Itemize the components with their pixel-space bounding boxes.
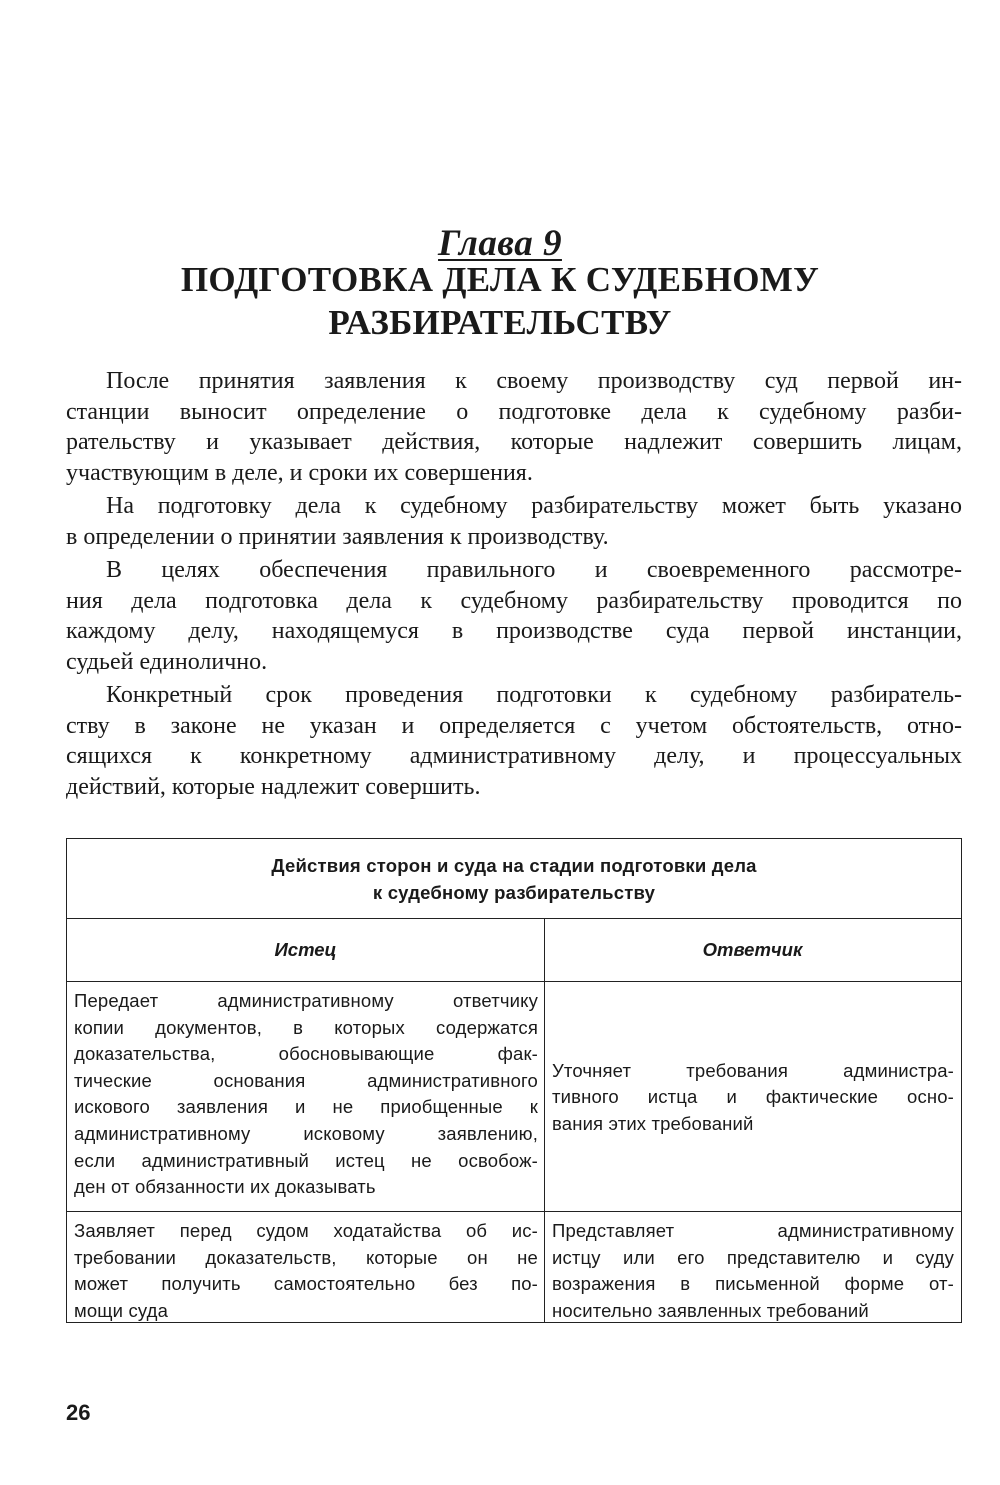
cell-line: Передает административному ответчику [74,990,538,1011]
defendant-cell [545,982,960,1211]
paragraph-line: сящихся к конкретному административному делу, и процессуальных [66,743,962,769]
paragraph-line: в определении о принятии заявления к производству. [66,523,609,550]
paragraph-2 [66,491,962,552]
chapter-title-line-1: ПОДГОТОВКА ДЕЛА К СУДЕБНОМУ [180,260,820,299]
cell-line: мощи суда [74,1299,169,1321]
header-defendant: Ответчик [702,939,803,960]
chapter-title-line-2: РАЗБИРАТЕЛЬСТВУ [328,303,672,342]
paragraph-line: На подготовку дела к судебному разбирательству может быть указано [106,493,962,519]
cell-line: Представляет административному [552,1220,954,1241]
table-caption-line-2: к судебному разбирательству [372,881,656,903]
cell-line: Уточняет требования администра- [552,1059,954,1081]
defendant-cell [545,1212,960,1322]
chapter-label: Глава 9 [438,223,562,264]
cell-line: ден от обязанности их доказывать [74,1176,376,1198]
table-header-row [67,919,961,982]
paragraph-line: участвующим в деле, и сроки их совершения. [66,459,533,486]
table-caption-line-1: Действия сторон и суда на стадии подготовки дела [271,854,757,876]
paragraph-line: ния дела подготовка дела к судебному разбирательству проводится по [66,587,962,614]
cell-line: требовании доказательств, которые он не [74,1246,538,1268]
paragraph-line: действий, которые надлежит совершить. [66,773,481,800]
cell-line: может получить самостоятельно без по- [74,1273,538,1295]
table-caption [67,839,961,919]
cell-line: искового заявления и не приобщенные к [74,1096,538,1118]
paragraph-line: В целях обеспечения правильного и своевременного рассмотре- [106,557,962,583]
table-row [67,1212,961,1322]
paragraph-4 [66,680,962,802]
cell-line: вания этих требований [552,1112,754,1134]
paragraph-line: рательству и указывает действия, которые надлежит совершить лицам, [66,429,962,455]
cell-line: если административный истец не освобож- [74,1149,538,1171]
paragraph-3 [66,555,962,677]
plaintiff-cell [67,1212,545,1322]
paragraph-1 [66,366,962,488]
cell-line: доказательства, обосновывающие фак- [74,1043,538,1065]
actions-table [66,838,962,1323]
paragraph-line: станции выносит определение о подготовке дела к судебному разби- [66,398,962,425]
cell-line: тивного истца и фактические осно- [552,1086,954,1108]
paragraph-line: Конкретный срок проведения подготовки к судебному разбиратель- [106,682,962,708]
plaintiff-cell [67,982,545,1211]
paragraph-line: судьей единолично. [66,648,268,675]
table-row [67,982,961,1212]
cell-line: Заявляет перед судом ходатайства об ис- [74,1220,538,1241]
cell-line: возражения в письменной форме от- [552,1273,954,1295]
paragraph-line: ству в законе не указан и определяется с учетом обстоятельств, отно- [66,712,962,739]
cell-line: тические основания административного [74,1069,538,1091]
chapter-title [0,258,1000,344]
cell-line: истцу или его представителю и суду [552,1246,954,1268]
body-text [66,366,962,805]
cell-line: административному исковому заявлению, [74,1122,538,1144]
page-number: 26 [66,1400,91,1425]
header-plaintiff: Истец [67,919,545,981]
paragraph-line: каждому делу, находящемуся в производстве суда первой инстанции, [66,618,962,644]
cell-line: копии документов, в которых содержатся [74,1016,538,1038]
paragraph-line: После принятия заявления к своему производству суд первой ин- [106,368,962,394]
cell-line: носительно заявленных требований [552,1299,869,1321]
